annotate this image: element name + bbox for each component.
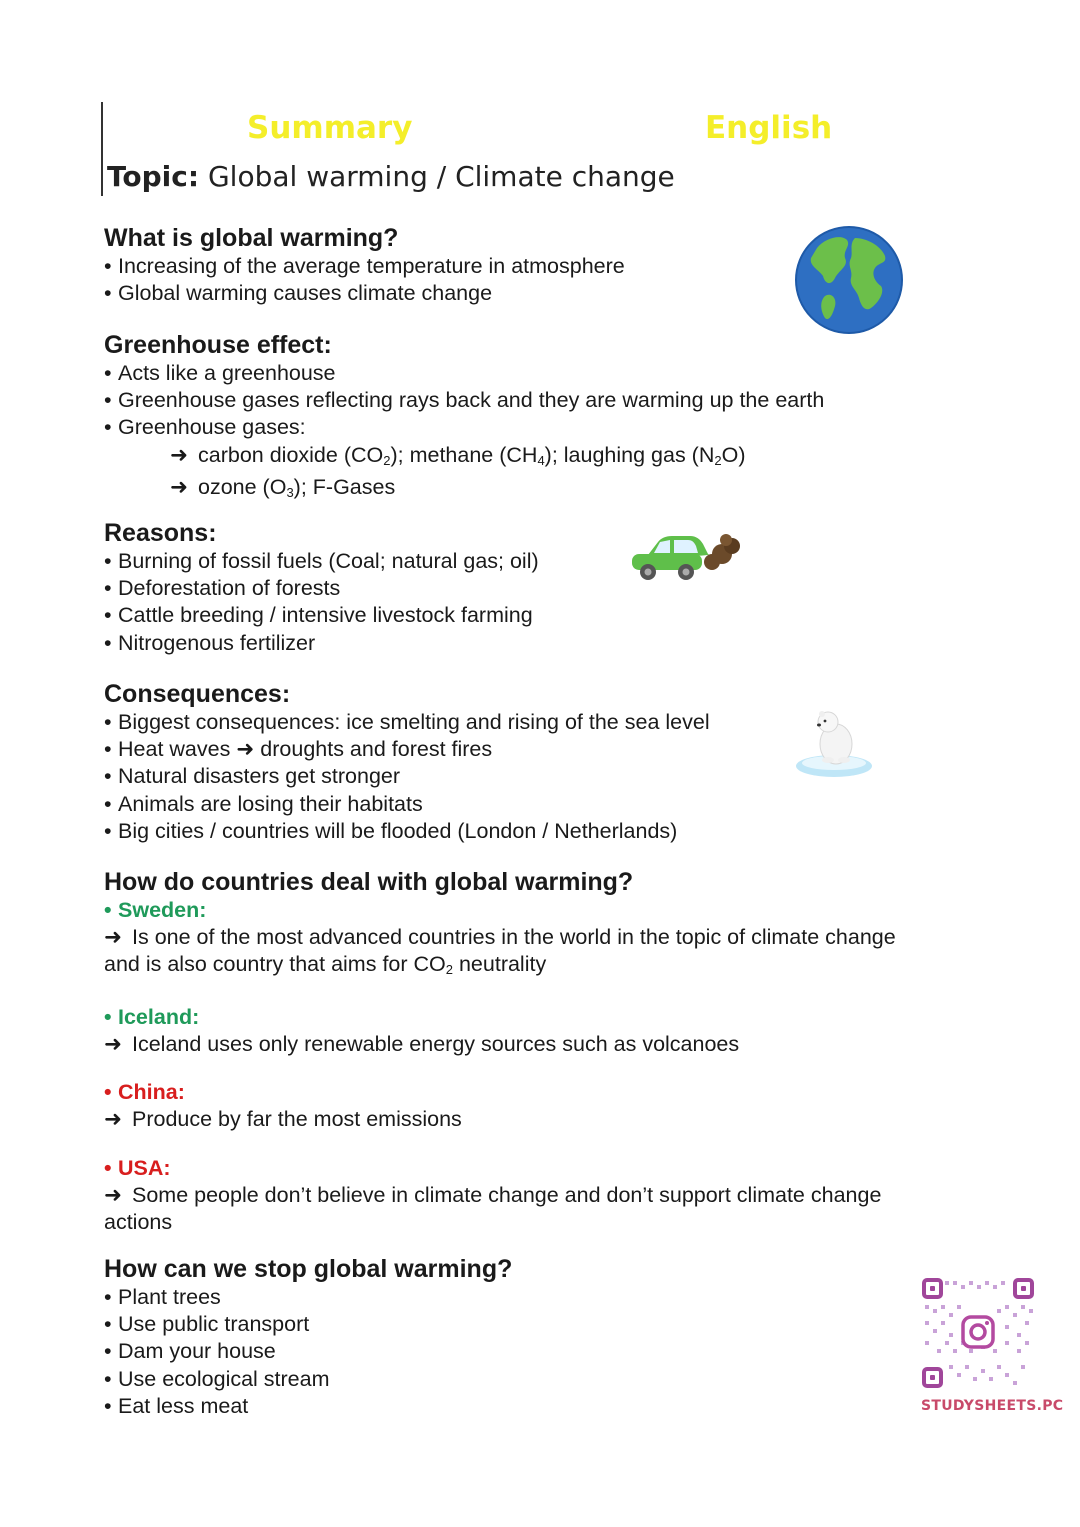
usa-line-1: ➜ Some people don’t believe in climate change and don’t support climate change (104, 1182, 1024, 1209)
list-item: • Use ecological stream (104, 1366, 1004, 1393)
section-countries (104, 867, 1024, 1236)
list-item: • Cattle breeding / intensive livestock farming (104, 602, 1004, 629)
summary-title: Summary (247, 110, 413, 146)
subject-title: English (705, 110, 833, 146)
header-accent-bar (101, 102, 103, 196)
section-stop (104, 1254, 1004, 1420)
list-item: • Eat less meat (104, 1393, 1004, 1420)
list-item: • Nitrogenous fertilizer (104, 630, 1004, 657)
arrow-right-icon: ➜ (104, 1107, 123, 1132)
arrow-right-icon: ➜ (104, 925, 123, 949)
greenhouse-list (104, 360, 1004, 442)
reasons-list (104, 548, 1004, 657)
car-exhaust-icon (630, 528, 742, 584)
heading-countries: How do countries deal with global warming? (104, 868, 634, 896)
country-china-label: • China: (104, 1079, 1024, 1106)
arrow-right-icon: ➜ (170, 442, 189, 467)
list-item: • Increasing of the average temperature in atmosphere (104, 253, 1004, 280)
list-item: • Global warming causes climate change (104, 280, 1004, 307)
list-item: • Heat waves ➜ droughts and forest fires (104, 736, 1004, 763)
heading-stop: How can we stop global warming? (104, 1255, 513, 1283)
china-line-1: ➜ Produce by far the most emissions (104, 1106, 1024, 1133)
list-item: • Deforestation of forests (104, 575, 1004, 602)
section-reasons (104, 518, 1004, 657)
list-item: • Burning of fossil fuels (Coal; natural gas; oil) (104, 548, 1004, 575)
polar-bear-icon (794, 706, 874, 780)
earth-globe-icon (795, 226, 903, 334)
sweden-line-2: and is also country that aims for $CO_2$ neutrality (104, 952, 547, 978)
country-sweden-label: • Sweden: (104, 897, 1024, 924)
heading-greenhouse: Greenhouse effect: (104, 331, 332, 359)
arrow-right-icon: ➜ (104, 1182, 123, 1207)
topic-line (107, 160, 675, 193)
heading-reasons: Reasons: (104, 519, 217, 547)
list-item: • Greenhouse gases: (104, 414, 1004, 441)
heading-consequences: Consequences: (104, 680, 291, 708)
iceland-line-1: ➜ Iceland uses only renewable energy sources such as volcanoes (104, 1031, 1024, 1058)
usa-line-2: actions (104, 1210, 173, 1235)
list-item: • Dam your house (104, 1338, 1004, 1365)
list-item: • Use public transport (104, 1311, 1004, 1338)
gases-line-1: ➜ carbon dioxide $(CO_2)$; methane $(CH_4)$; laughing gas $(N_2O)$ (170, 442, 746, 468)
stop-list (104, 1284, 1004, 1420)
arrow-right-icon: ➜ (104, 1031, 123, 1056)
qr-code-icon (921, 1277, 1035, 1389)
gases-line-2: ➜ ozone $(O_3)$; F-Gases (170, 474, 396, 500)
list-item: • Plant trees (104, 1284, 1004, 1311)
list-item: • Acts like a greenhouse (104, 360, 1004, 387)
sweden-line-1: ➜ Is one of the most advanced countries in the world in the topic of climate change (104, 924, 1024, 951)
topic-value: Global warming / Climate change (207, 160, 675, 193)
list-item: • Natural disasters get stronger (104, 763, 1004, 790)
list-item: • Biggest consequences: ice smelting and rising of the sea level (104, 709, 1004, 736)
list-item: • Animals are losing their habitats (104, 791, 1004, 818)
country-usa-label: • USA: (104, 1155, 1024, 1182)
country-iceland-label: • Iceland: (104, 1004, 1024, 1031)
qr-brand-label: STUDYSHEETS.PC (921, 1398, 1064, 1414)
arrow-right-icon: ➜ (170, 474, 189, 499)
topic-label: Topic: (107, 160, 200, 193)
section-greenhouse (104, 330, 1004, 506)
list-item: • Greenhouse gases reflecting rays back and they are warming up the earth (104, 387, 1004, 414)
heading-what-is: What is global warming? (104, 224, 399, 252)
list-item: • Big cities / countries will be flooded (London / Netherlands) (104, 818, 1004, 845)
